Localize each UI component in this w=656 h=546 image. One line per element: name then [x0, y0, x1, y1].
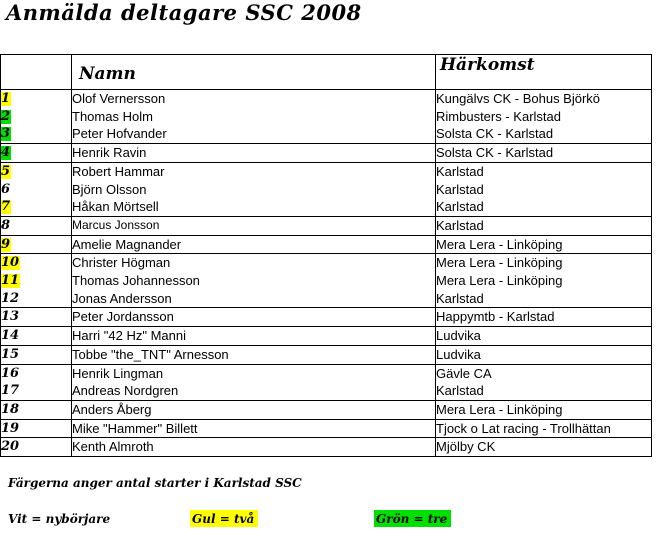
row-name: Olof Vernersson — [72, 90, 436, 108]
row-name: Amelie Magnander — [72, 235, 436, 254]
row-number — [1, 90, 72, 108]
row-origin: Karlstad — [436, 290, 652, 308]
table-row — [1, 90, 652, 108]
row-number-label: 13 — [1, 309, 20, 325]
row-number — [1, 162, 72, 180]
row-name: Thomas Holm — [72, 108, 436, 126]
table-row — [1, 290, 652, 308]
legend-yellow-chip: Gul = två — [190, 510, 258, 527]
row-origin: Ludvika — [436, 327, 652, 346]
table-row — [1, 308, 652, 327]
row-number-label: 5 — [1, 163, 11, 179]
participants-table — [0, 54, 652, 457]
table-row — [1, 327, 652, 346]
table-row — [1, 272, 652, 290]
row-name: Henrik Lingman — [72, 364, 436, 382]
row-number-label: 12 — [1, 290, 20, 306]
row-origin: Happymtb - Karlstad — [436, 308, 652, 327]
row-number — [1, 364, 72, 382]
row-origin: Karlstad — [436, 181, 652, 199]
row-number — [1, 216, 72, 235]
row-name: Jonas Andersson — [72, 290, 436, 308]
row-number — [1, 125, 72, 143]
table-row — [1, 345, 652, 364]
row-number — [1, 290, 72, 308]
table-row — [1, 181, 652, 199]
header-origin: Härkomst — [436, 55, 652, 90]
row-origin: Ludvika — [436, 345, 652, 364]
row-number-label: 15 — [1, 346, 20, 362]
row-number-label: 9 — [1, 236, 11, 252]
row-name: Peter Hofvander — [72, 125, 436, 143]
row-origin: Karlstad — [436, 216, 652, 235]
header-name: Namn — [72, 55, 436, 90]
row-number — [1, 144, 72, 163]
row-name: Björn Olsson — [72, 181, 436, 199]
row-name: Harri "42 Hz" Manni — [72, 327, 436, 346]
page-title: Anmälda deltagare SSC 2008 — [6, 0, 362, 25]
row-origin: Mera Lera - Linköping — [436, 254, 652, 272]
row-name: Thomas Johannesson — [72, 272, 436, 290]
table-row — [1, 125, 652, 143]
row-name: Anders Åberg — [72, 400, 436, 419]
table-row — [1, 144, 652, 163]
row-name: Peter Jordansson — [72, 308, 436, 327]
legend-yellow — [190, 510, 258, 527]
row-number-label: 6 — [1, 181, 11, 197]
row-number-label: 16 — [1, 365, 20, 381]
table-row — [1, 198, 652, 216]
row-number — [1, 235, 72, 254]
row-origin: Mera Lera - Linköping — [436, 400, 652, 419]
row-number — [1, 382, 72, 400]
row-number-label: 1 — [1, 91, 11, 106]
row-number — [1, 400, 72, 419]
color-note: Färgerna anger antal starter i Karlstad SSC — [8, 476, 302, 490]
legend-green-chip: Grön = tre — [374, 510, 451, 527]
row-origin: Kungälvs CK - Bohus Björkö — [436, 90, 652, 108]
row-number — [1, 345, 72, 364]
row-name: Henrik Ravin — [72, 144, 436, 163]
row-number-label: 3 — [1, 126, 11, 142]
table-row — [1, 419, 652, 438]
table-row — [1, 235, 652, 254]
header-number — [1, 55, 72, 90]
table-row — [1, 162, 652, 180]
row-number — [1, 327, 72, 346]
row-number — [1, 272, 72, 290]
row-number-label: 7 — [1, 199, 11, 215]
row-origin: Solsta CK - Karlstad — [436, 144, 652, 163]
row-number-label: 8 — [1, 217, 11, 233]
row-name: Marcus Jonsson — [72, 216, 436, 235]
row-name: Håkan Mörtsell — [72, 198, 436, 216]
row-number — [1, 254, 72, 272]
table-row — [1, 438, 652, 457]
row-name: Kenth Almroth — [72, 438, 436, 457]
row-number-label: 18 — [1, 401, 20, 417]
table-row — [1, 400, 652, 419]
row-number — [1, 438, 72, 457]
row-number — [1, 108, 72, 126]
row-number — [1, 198, 72, 216]
row-origin: Tjock o Lat racing - Trollhättan — [436, 419, 652, 438]
row-name: Christer Högman — [72, 254, 436, 272]
row-name: Andreas Nordgren — [72, 382, 436, 400]
row-number-label: 4 — [1, 145, 11, 161]
table-row — [1, 382, 652, 400]
legend-white: Vit = nybörjare — [8, 512, 111, 526]
row-name: Tobbe "the_TNT" Arnesson — [72, 345, 436, 364]
row-name: Mike "Hammer" Billett — [72, 419, 436, 438]
row-origin: Mjölby CK — [436, 438, 652, 457]
legend-green — [374, 510, 451, 527]
row-number — [1, 308, 72, 327]
row-origin: Rimbusters - Karlstad — [436, 108, 652, 126]
row-origin: Karlstad — [436, 382, 652, 400]
row-origin: Mera Lera - Linköping — [436, 272, 652, 290]
table-row — [1, 364, 652, 382]
row-origin: Mera Lera - Linköping — [436, 235, 652, 254]
row-origin: Solsta CK - Karlstad — [436, 125, 652, 143]
row-origin: Gävle CA — [436, 364, 652, 382]
row-number-label: 14 — [1, 328, 20, 344]
table-body — [1, 90, 652, 457]
table-row — [1, 216, 652, 235]
table-row — [1, 254, 652, 272]
row-number — [1, 181, 72, 199]
row-origin: Karlstad — [436, 198, 652, 216]
table-row — [1, 108, 652, 126]
row-origin: Karlstad — [436, 162, 652, 180]
table-header-row — [1, 55, 652, 90]
row-number-label: 10 — [1, 255, 20, 271]
row-name: Robert Hammar — [72, 162, 436, 180]
row-number-label: 17 — [1, 383, 20, 399]
row-number-label: 2 — [1, 108, 11, 124]
row-number-label: 19 — [1, 420, 20, 436]
row-number-label: 11 — [1, 273, 20, 289]
row-number — [1, 419, 72, 438]
row-number-label: 20 — [1, 439, 20, 455]
